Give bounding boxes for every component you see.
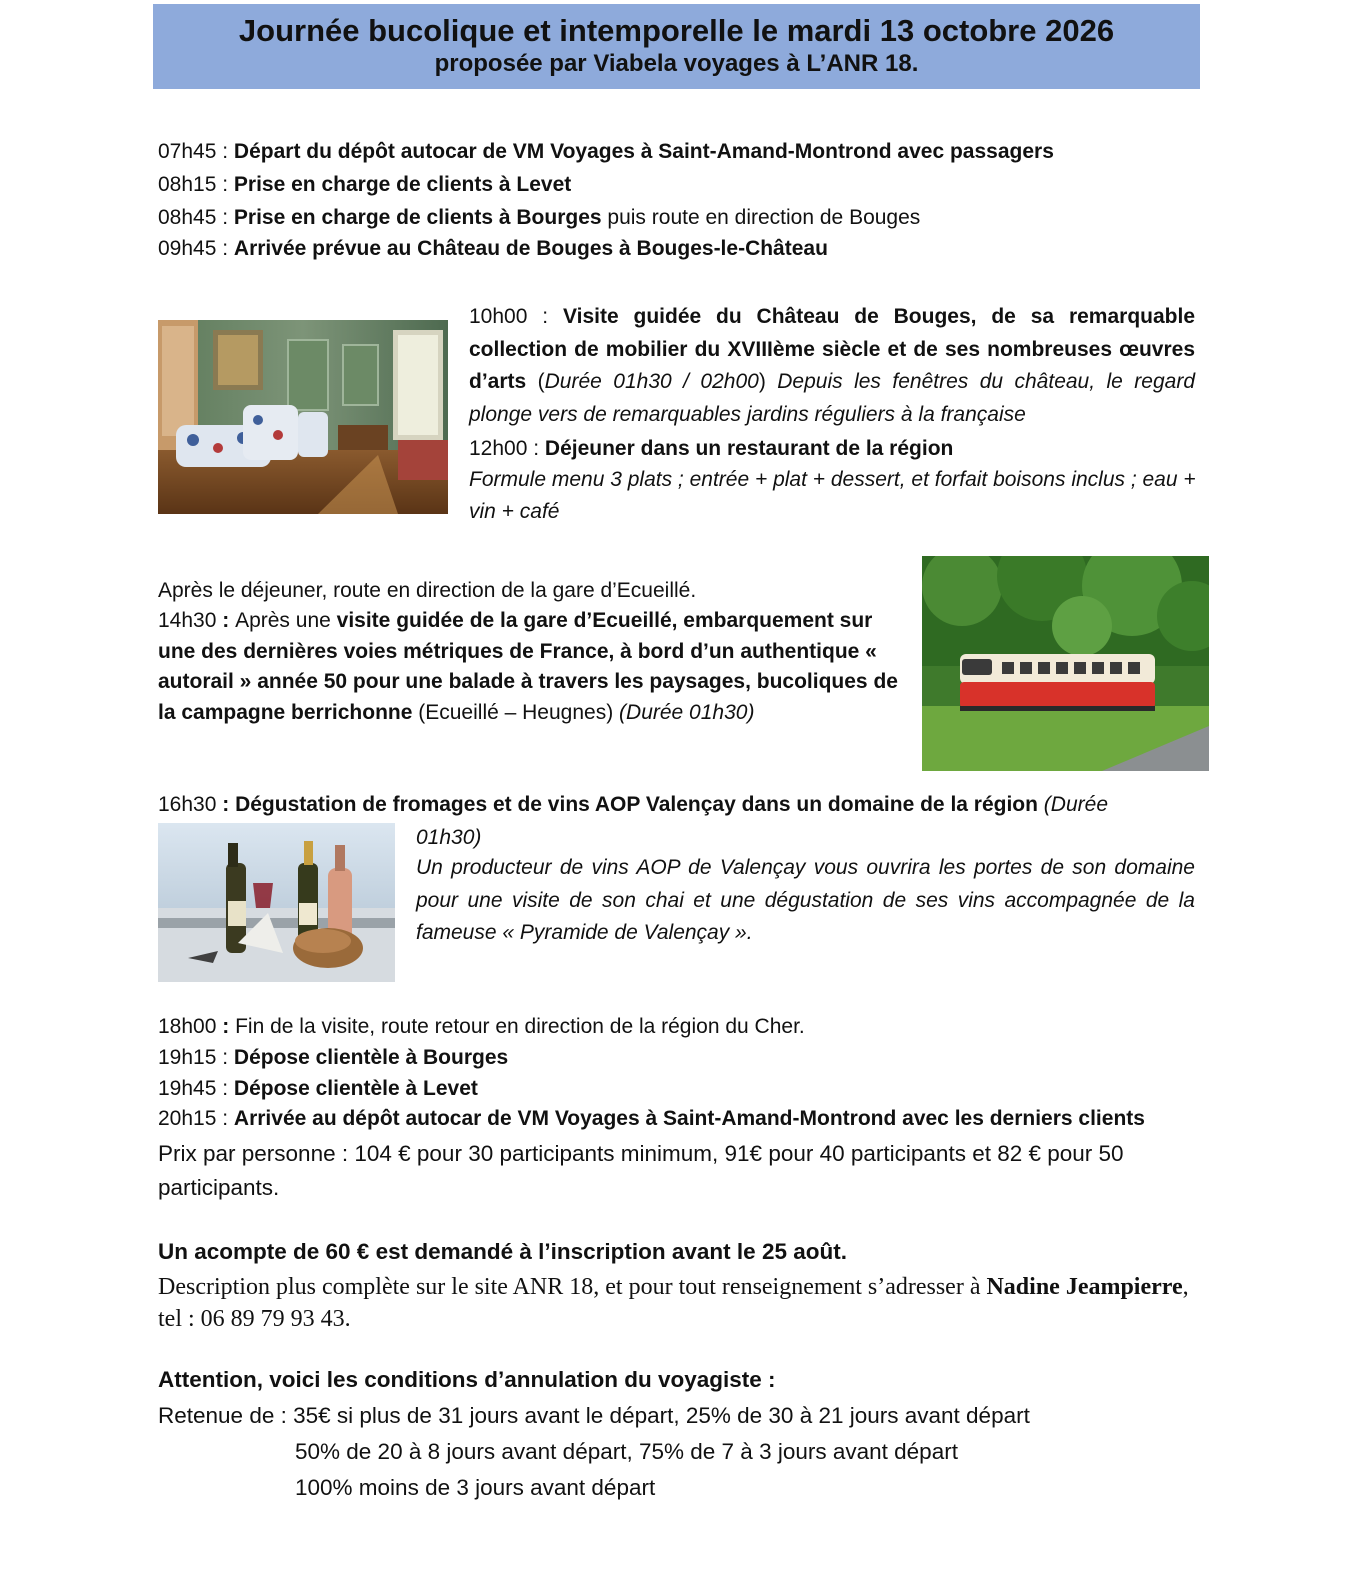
train-intro: Après le déjeuner, route en direction de la gare d’Ecueillé. xyxy=(158,579,697,602)
cancellation-line: 50% de 20 à 8 jours avant départ, 75% de 7 à 3 jours avant départ xyxy=(295,1439,958,1464)
schedule-item: 09h45 : Arrivée prévue au Château de Bouges à Bouges-le-Château xyxy=(158,237,828,260)
chateau-salon-photo xyxy=(158,320,448,514)
wine-cheese-photo xyxy=(158,823,395,982)
tasting-description: Un producteur de vins AOP de Valençay vous ouvrira les portes de son domaine pour une visite de son chai et une dégustation de ses vins accompagnée de la fameuse « Pyramide de Valençay ». xyxy=(416,856,1195,944)
tasting-duration: 01h30) xyxy=(416,826,482,849)
cancellation-title: Attention, voici les conditions d’annulation du voyagiste : xyxy=(158,1367,776,1392)
title-banner xyxy=(153,4,1200,89)
schedule-item: 20h15 : Arrivée au dépôt autocar de VM Voyages à Saint-Amand-Montrond avec les derniers clients xyxy=(158,1107,1145,1130)
schedule-item: 08h45 : Prise en charge de clients à Bourges puis route en direction de Bouges xyxy=(158,206,921,229)
contact-info: Description plus complète sur le site ANR 18, et pour tout renseignement s’adresser à Nadine Jeampierre, tel : 06 89 79 93 43. xyxy=(158,1274,1189,1332)
cancellation-line: 100% moins de 3 jours avant départ xyxy=(295,1475,656,1500)
contact-name: Nadine Jeampierre xyxy=(986,1274,1183,1300)
deposit-notice: Un acompte de 60 € est demandé à l’inscription avant le 25 août. xyxy=(158,1239,847,1264)
schedule-item: 08h15 : Prise en charge de clients à Levet xyxy=(158,173,572,196)
chateau-visit-block: 10h00 : Visite guidée du Château de Bouges, de sa remarquable collection de mobilier du XVIIIème siècle et de ses nombreuses œuvres d’arts (Durée 01h30 / 02h00) Depuis les fenêtres du château, le regard plonge vers de remarquables jardins réguliers à la française xyxy=(469,305,1196,426)
autorail-train-photo xyxy=(922,556,1209,771)
schedule-item: 18h00 : Fin de la visite, route retour en direction de la région du Cher. xyxy=(158,1015,805,1038)
lunch-menu: Formule menu 3 plats ; entrée + plat + dessert, et forfait boisons inclus ; eau + vin + café xyxy=(469,468,1196,523)
page-title: Journée bucolique et intemporelle le mardi 13 octobre 2026 xyxy=(238,13,1115,48)
page-subtitle: proposée par Viabela voyages à L’ANR 18. xyxy=(434,50,919,77)
schedule-item: 19h45 : Dépose clientèle à Levet xyxy=(158,1077,478,1100)
tasting-heading: 16h30 : Dégustation de fromages et de vins AOP Valençay dans un domaine de la région (Durée xyxy=(158,793,1108,816)
schedule-item: 07h45 : Départ du dépôt autocar de VM Voyages à Saint-Amand-Montrond avec passagers xyxy=(158,140,1054,163)
lunch-line: 12h00 : Déjeuner dans un restaurant de la région xyxy=(469,437,954,460)
price-info: Prix par personne : 104 € pour 30 participants minimum, 91€ pour 40 participants et 82 € pour 50 participants. xyxy=(158,1141,1124,1200)
schedule-item: 19h15 : Dépose clientèle à Bourges xyxy=(158,1046,509,1069)
cancellation-line: Retenue de : 35€ si plus de 31 jours avant le départ, 25% de 30 à 21 jours avant départ xyxy=(158,1403,1030,1428)
train-visit-block: 14h30 : Après une visite guidée de la gare d’Ecueillé, embarquement sur une des dernières voies métriques de France, à bord d’un authentique « autorail » année 50 pour une balade à travers les paysages, bucoliques de la campagne berrichonne (Ecueillé – Heugnes) (Durée 01h30) xyxy=(158,609,898,724)
